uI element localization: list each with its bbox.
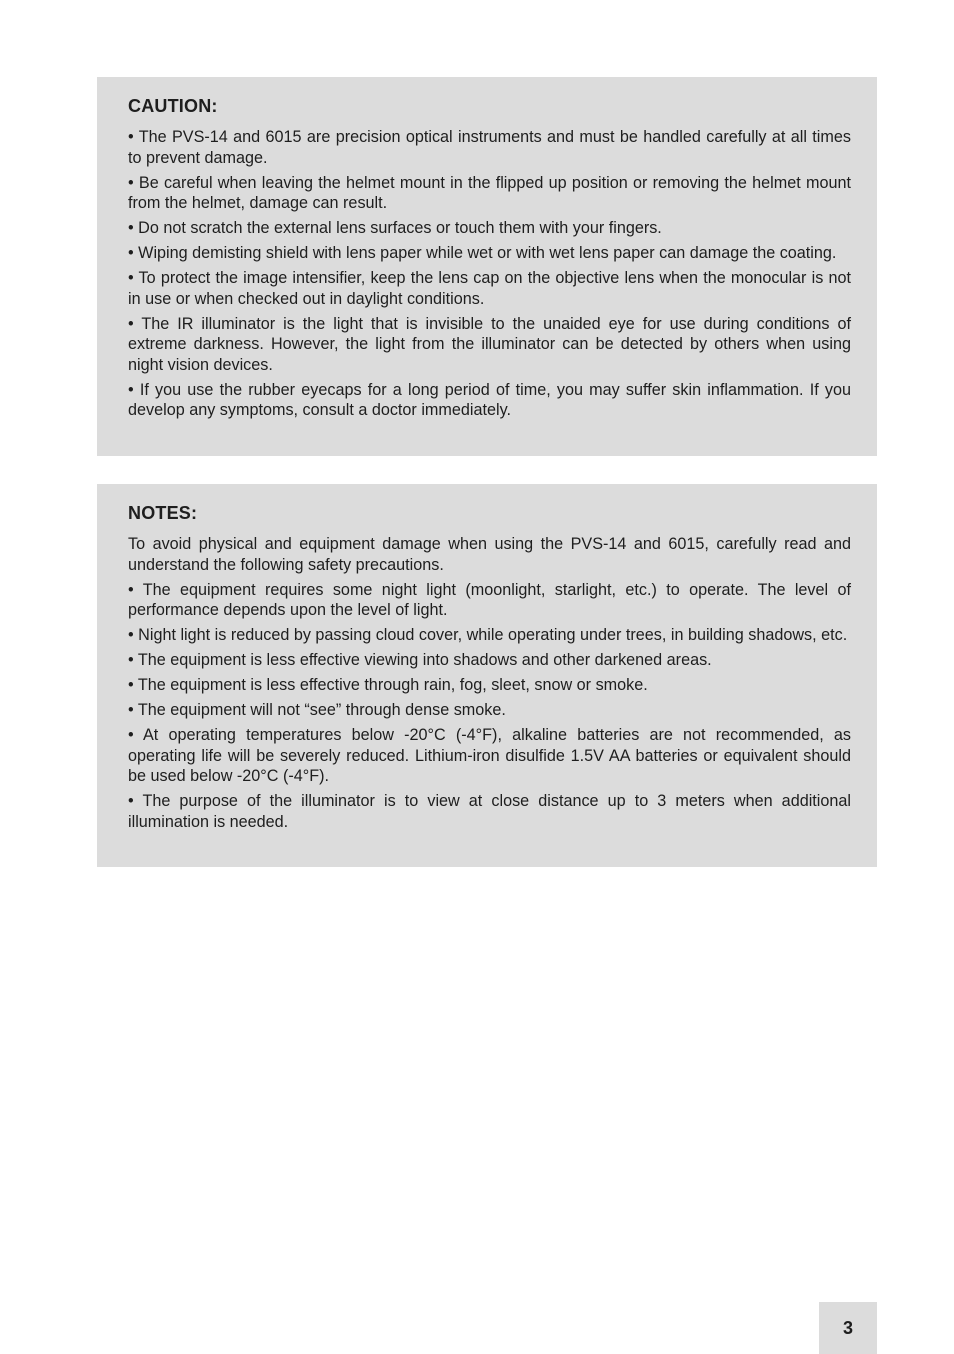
notes-item: • Night light is reduced by passing cloud cover, while operating under trees, in building shadows, etc.	[128, 626, 848, 644]
notes-item: • The equipment requires some night light (moonlight, starlight, etc.) to operate. The level of performance depends upon the level of light.	[128, 580, 851, 619]
notes-item: • The equipment is less effective viewing into shadows and other darkened areas.	[128, 651, 712, 669]
notes-item: • The equipment will not “see” through dense smoke.	[128, 701, 506, 719]
notes-box	[97, 484, 877, 867]
notes-intro: To avoid physical and equipment damage when using the PVS-14 and 6015, carefully read and understand the following safety precautions.	[128, 535, 851, 574]
caution-item: • To protect the image intensifier, keep the lens cap on the objective lens when the monocular is not in use or when checked out in daylight conditions.	[128, 269, 851, 308]
notes-item: • The equipment is less effective through rain, fog, sleet, snow or smoke.	[128, 676, 648, 694]
caution-item: • Be careful when leaving the helmet mount in the flipped up position or removing the helmet mount from the helmet, damage can result.	[128, 173, 851, 212]
page-number: 3	[819, 1302, 877, 1354]
caution-item: • If you use the rubber eyecaps for a long period of time, you may suffer skin inflammation. If you develop any symptoms, consult a doctor immediately.	[128, 380, 851, 419]
caution-item: • The IR illuminator is the light that is invisible to the unaided eye for use during conditions of extreme darkness. However, the light from the illuminator can be detected by others when using night vision devices.	[128, 314, 851, 374]
caution-item: • Wiping demisting shield with lens paper while wet or with wet lens paper can damage the coating.	[128, 244, 837, 262]
notes-item: • The purpose of the illuminator is to view at close distance up to 3 meters when additional illumination is needed.	[128, 792, 851, 831]
caution-box	[97, 77, 877, 456]
notes-item: • At operating temperatures below -20°C (-4°F), alkaline batteries are not recommended, as operating life will be severely reduced. Lithium-iron disulfide 1.5V AA batteries or equivalent should be used below -20°C (-4°F).	[128, 726, 851, 785]
caution-item: • The PVS-14 and 6015 are precision optical instruments and must be handled carefully at all times to prevent damage.	[128, 128, 851, 167]
caution-heading: CAUTION:	[128, 96, 218, 116]
caution-item: • Do not scratch the external lens surfaces or touch them with your fingers.	[128, 219, 662, 237]
notes-heading: NOTES:	[128, 503, 198, 523]
